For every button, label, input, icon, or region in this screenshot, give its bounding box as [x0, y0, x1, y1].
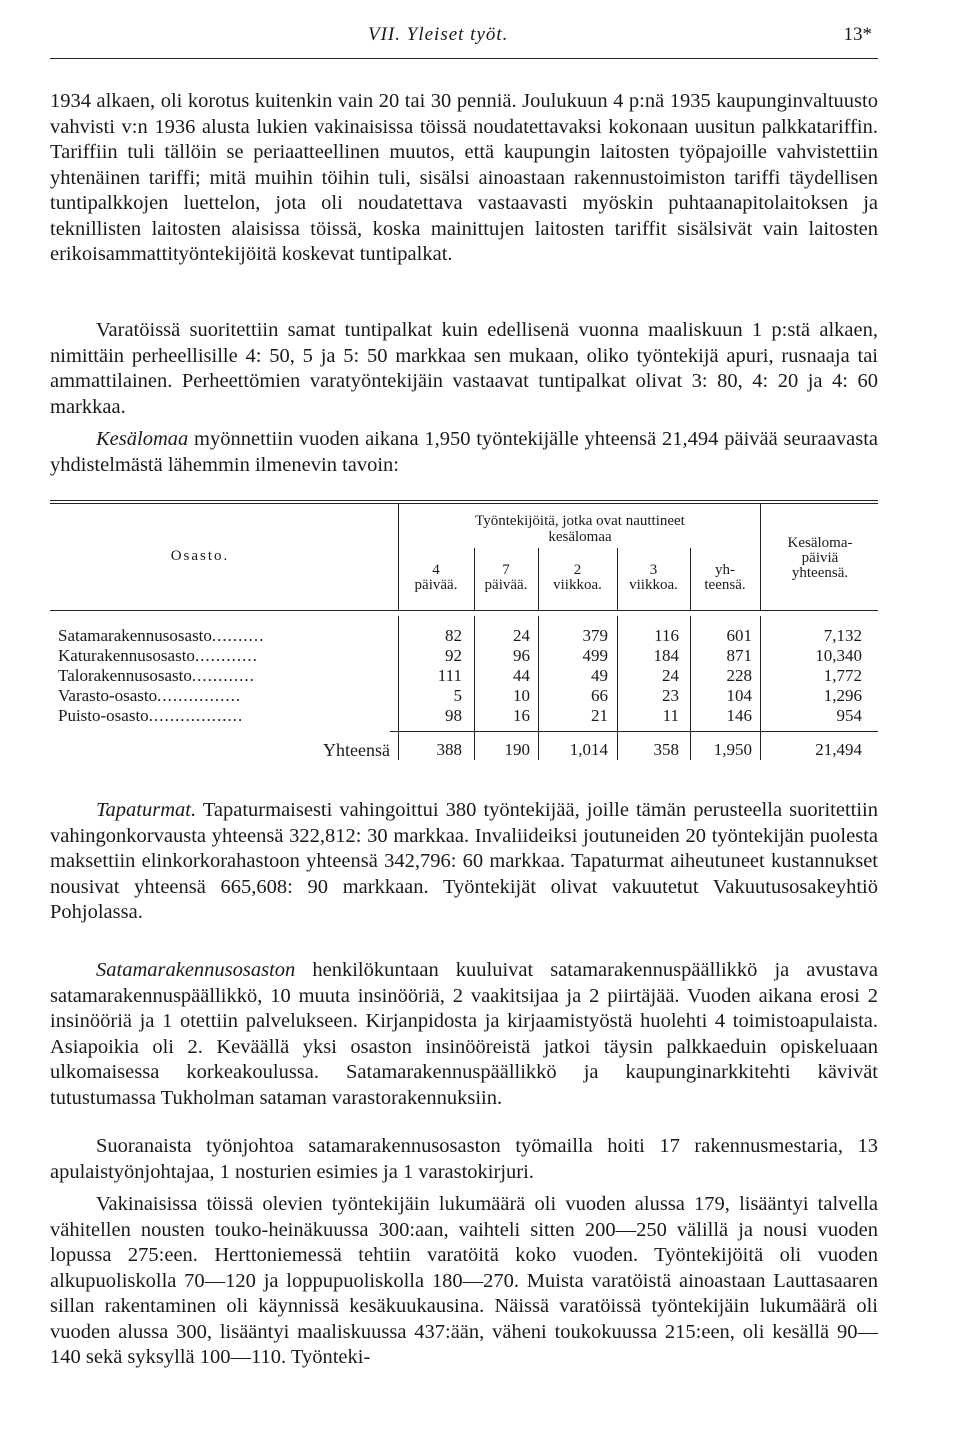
- subcol-3-weeks: [617, 563, 690, 593]
- total-persons: 1,950: [713, 740, 752, 759]
- row-leader-dots: ................: [157, 686, 242, 705]
- total-2-weeks: 1,014: [569, 740, 608, 759]
- table-cell: 24: [662, 666, 679, 685]
- row-name-text: Katurakennusosasto: [58, 646, 195, 665]
- table-cell: 104: [726, 686, 752, 705]
- table-cell: 49: [591, 666, 608, 685]
- table-cell: 184: [653, 646, 679, 665]
- table-cell: 96: [513, 646, 530, 665]
- paragraph-harbour-staff: [50, 958, 878, 1111]
- page-number: 13*: [843, 24, 872, 45]
- table-cell: 92: [445, 646, 462, 665]
- row-name: [58, 706, 243, 726]
- subcol-7-days: [474, 563, 538, 593]
- subcol-3-weeks-num: 3: [649, 562, 658, 578]
- table-cell: 11: [662, 706, 679, 725]
- row-leader-dots: ............: [191, 666, 255, 685]
- table-cell: 82: [445, 626, 462, 645]
- subcol-7-days-unit: päivää.: [484, 577, 528, 593]
- table-cell: 16: [513, 706, 530, 725]
- accidents-text: Tapaturmaisesti vahingoittui 380 työntekijää, joille tämän perusteella suoritettiin vahingonkorvausta yhteensä 322,812: 30 markkaa. Invaliideiksi joutuneiden 20 työntekijän puolesta maksettiin elinkorkorahastoon yhteensä 342,796: 60 markkaa. Tapaturmat aiheutuneet kustannukset nousivat yhteensä 665,608: 90 markkaan. Työntekijät olivat vakuutetut Vakuutusosakeyhtiö Pohjolassa.: [50, 799, 878, 923]
- paragraph-relief-work-wages-text: Varatöissä suoritettiin samat tuntipalkat kuin edellisenä vuonna maaliskuun 1 p:stä alkaen, nimittäin perheellisille 4: 50, 5 ja 5: 50 markkaa sen mukaan, oliko työntekijä apuri, rusnaaja tai ammattilainen. Perheettömien varatyöntekijäin vastaavat tuntipalkat olivat 3: 80, 4: 20 ja 4: 60 markkaa.: [50, 319, 878, 418]
- subcol-2-weeks: [538, 563, 617, 593]
- total-label: Yhteensä: [323, 740, 390, 760]
- col-header-holiday-days-1: Kesäloma-: [787, 535, 853, 551]
- table-cell: 1,296: [823, 686, 862, 705]
- table-cell: 954: [836, 706, 862, 725]
- paragraph-wages: [50, 89, 878, 268]
- row-leader-dots: ..................: [148, 706, 244, 725]
- table-cell: 5: [453, 686, 462, 705]
- subcol-4-days: [398, 563, 474, 593]
- row-name: [58, 666, 255, 686]
- table-cell: 601: [726, 626, 752, 645]
- table-cell: 66: [591, 686, 608, 705]
- subcol-total: [690, 563, 760, 593]
- table-cell: 379: [582, 626, 608, 645]
- total-holiday-days: 21,494: [815, 740, 862, 759]
- subcol-4-days-num: 4: [432, 562, 440, 578]
- row-name-text: Varasto-osasto: [58, 686, 158, 705]
- paragraph-supervision: [50, 1134, 878, 1185]
- paragraph-accidents: [50, 798, 878, 926]
- table-cell: 10: [513, 686, 530, 705]
- subcol-2-weeks-unit: viikkoa.: [553, 577, 602, 593]
- table-cell: 111: [437, 666, 462, 685]
- row-name-text: Satamarakennusosasto: [58, 626, 212, 645]
- holiday-table: [50, 500, 878, 768]
- row-name: [58, 646, 258, 666]
- col-header-osasto: Osasto.: [170, 548, 230, 564]
- subcol-2-weeks-num: 2: [573, 562, 582, 578]
- table-cell: 7,132: [823, 626, 862, 645]
- subcol-4-days-unit: päivää.: [414, 577, 458, 593]
- page-header: [50, 24, 878, 59]
- table-cell: 1,772: [823, 666, 862, 685]
- col-header-holiday-days-2: päiviä: [801, 550, 839, 566]
- table-cell: 228: [726, 666, 752, 685]
- paragraph-relief-work-wages: [50, 318, 878, 420]
- holidays-text: myönnettiin vuoden aikana 1,950 työntekijälle yhteensä 21,494 päivää seuraavasta yhdistelmästä lähemmin ilmenevin tavoin:: [50, 428, 878, 476]
- subcol-total-unit: teensä.: [704, 577, 746, 593]
- table-cell: 23: [662, 686, 679, 705]
- paragraph-workers-count-text: Vakinaisissa töissä olevien työntekijäin lukumäärä oli vuoden alussa 179, lisääntyi talvella vähitellen nousten touko-heinäkuussa 300:aan, vaihteli sitten 200—250 välillä ja nousi vuoden lopussa 275:een. Herttoniemessä tehtiin varatöitä koko vuoden. Työntekijöitä oli vuoden alkupuoliskolla 70—120 ja loppupuoliskolla 180—270. Muista varatöistä ainoastaan Lauttasaaren sillan rakentaminen oli käynnissä kesäkuukausina. Näissä varatöissä työntekijäin lukumäärä oli vuoden alussa 300, lisääntyi maaliskuussa 437:ään, väheni toukokuussa 215:een, oli kesällä 90—140 sekä syksyllä 100—110. Työnteki-: [50, 1193, 878, 1368]
- harbour-staff-text: henkilökuntaan kuuluivat satamarakennuspäällikkö ja avustava satamarakennuspäällikkö, 10 muuta insinööriä, 2 vaakitsijaa ja 2 piirtäjää. Vuoden aikana erosi 2 insinööriä ja 1 otettiin palvelukseen. Kirjanpidosta ja kirjaamistyöstä huolehti 4 toimistoapulaista. Asiapoikia oli 2. Keväällä yksi osaston insinööreistä jatkoi täysin palkkaeduin opiskeluaan ulkomaisessa korkeakoulussa. Satamarakennuspäällikkö ja kaupunginarkkitehti kävivät tutustumassa Tukholman sataman varastorakennuksiin.: [50, 959, 878, 1109]
- row-name-text: Talorakennusosasto: [58, 666, 192, 685]
- table-cell: 98: [445, 706, 462, 725]
- table-cell: 44: [513, 666, 530, 685]
- paragraph-holidays: [50, 427, 878, 478]
- group-header-line1: Työntekijöitä, jotka ovat nauttineet: [475, 513, 685, 529]
- harbour-staff-lead: Satamarakennusosaston: [96, 959, 296, 981]
- paragraph-supervision-text: Suoranaista työnjohtoa satamarakennusosaston työmailla hoiti 17 rakennusmestaria, 13 apulaistyönjohtajaa, 1 nosturien esimies ja 1 varastokirjuri.: [50, 1135, 878, 1183]
- table-cell: 10,340: [815, 646, 862, 665]
- subcol-total-num: yh-: [715, 562, 735, 578]
- holidays-lead: Kesälomaa: [96, 428, 189, 450]
- row-name-text: Puisto-osasto: [58, 706, 149, 725]
- group-header-line2: kesälomaa: [548, 529, 612, 545]
- total-3-weeks: 358: [653, 740, 679, 759]
- total-7-days: 190: [504, 740, 530, 759]
- subcol-3-weeks-unit: viikkoa.: [629, 577, 678, 593]
- table-cell: 116: [654, 626, 679, 645]
- col-header-holiday-days: [762, 536, 878, 581]
- table-cell: 24: [513, 626, 530, 645]
- table-cell: 21: [591, 706, 608, 725]
- total-4-days: 388: [436, 740, 462, 759]
- accidents-lead: Tapaturmat.: [96, 799, 197, 821]
- row-name: [58, 686, 241, 706]
- subcol-7-days-num: 7: [502, 562, 510, 578]
- col-header-holiday-days-3: yhteensä.: [791, 565, 849, 581]
- running-title: VII. Yleiset työt.: [368, 24, 509, 45]
- table-cell: 499: [582, 646, 608, 665]
- row-leader-dots: ..........: [211, 626, 265, 645]
- paragraph-workers-count: [50, 1192, 878, 1371]
- table-cell: 871: [726, 646, 752, 665]
- row-name: [58, 626, 264, 646]
- paragraph-wages-text: 1934 alkaen, oli korotus kuitenkin vain 20 tai 30 penniä. Joulukuun 4 p:nä 1935 kaupunginvaltuusto vahvisti v:n 1936 alusta lukien vakinaisissa töissä noudatettavaksi kokonaan uusitun palkkatariffin. Tariffiin tuli tällöin se periaatteellinen muutos, että kaupungin laitosten työpajoille vahvistettiin yhtenäinen tariffi; mitä muihin töihin tuli, sisälsi ainoastaan rakennustoimiston tariffi täydellisen tuntipalkkojen luettelon, jota oli noudatettava vastaavasti myöskin puhtaanapitolaitoksen ja teknillisten laitosten alaisissa töissä, koska mainittujen laitosten tariffit sisälsivät vain laitosten erikoisammattityöntekijöitä koskevat tuntipalkat.: [50, 90, 878, 265]
- row-leader-dots: ............: [194, 646, 258, 665]
- table-cell: 146: [726, 706, 752, 725]
